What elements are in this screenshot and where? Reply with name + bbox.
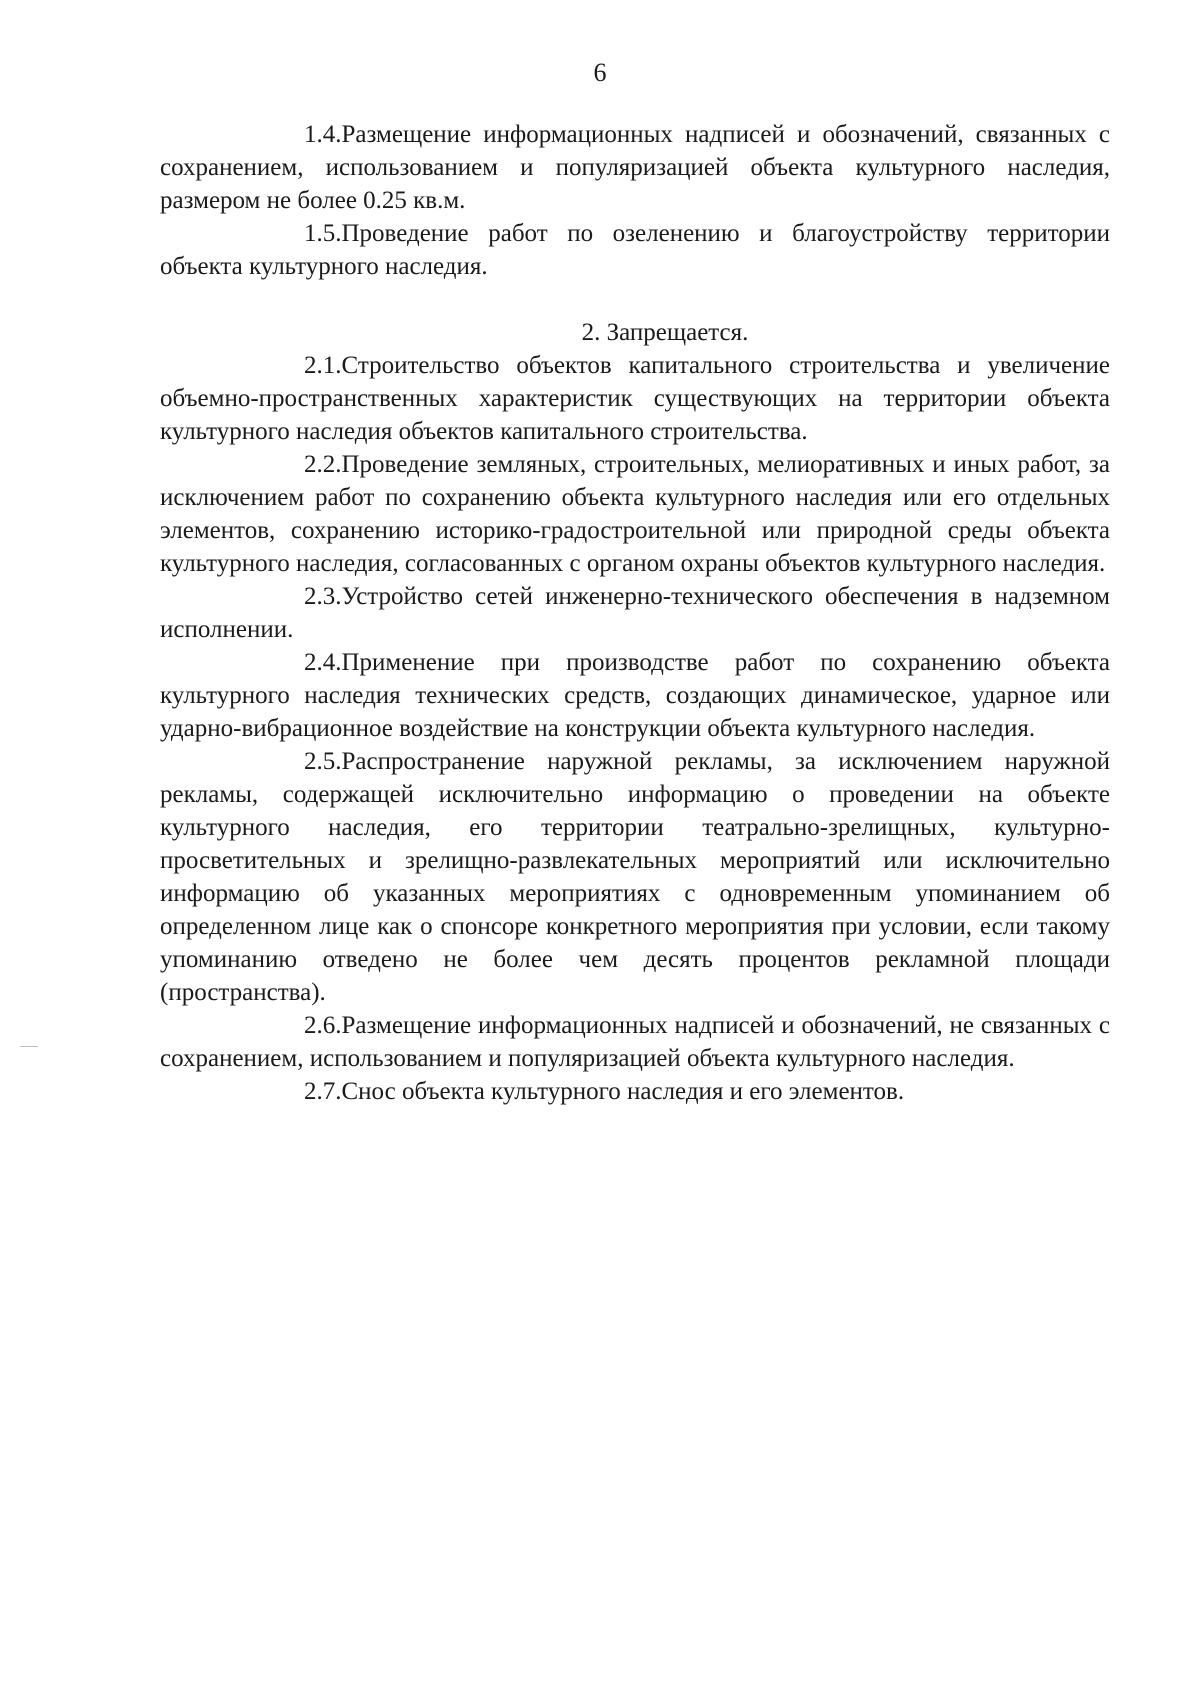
paragraph-text: Распространение наружной рекламы, за исключением наружной рекламы, содержащей исключительно информацию о проведении на объекте культурного наследия, его территории театрально-зрелищных, культурно-просветительных и зрелищно-развлекательных мероприятий или исключительно информацию об указанных мероприятиях с одновременным упоминанием об определенном лице как о спонсоре конкретного мероприятия при условии, если такому упоминанию отведено не более чем десять процентов рекламной площади (пространства). <box>160 748 1110 1006</box>
document-body <box>160 118 1110 1108</box>
paragraph-number: 2.7. <box>304 1078 342 1105</box>
paragraph-number: 2.3. <box>304 583 342 610</box>
paragraph-2-4 <box>160 646 1110 745</box>
paragraph-1-5 <box>160 217 1110 283</box>
paragraph-number: 1.4. <box>304 121 342 148</box>
paragraph-text: Устройство сетей инженерно-технического обеспечения в надземном исполнении. <box>160 583 1110 643</box>
paragraph-text: Проведение работ по озеленению и благоустройству территории объекта культурного наследия. <box>160 220 1110 280</box>
scan-margin-mark <box>20 1046 38 1047</box>
paragraph-number: 2.1. <box>304 352 342 379</box>
paragraph-number: 2.6. <box>304 1012 342 1039</box>
paragraph-text: Применение при производстве работ по сохранению объекта культурного наследия технических средств, создающих динамическое, ударное или ударно-вибрационное воздействие на конструкции объекта культурного наследия. <box>160 649 1110 742</box>
paragraph-number: 2.4. <box>304 649 342 676</box>
paragraph-number: 2.5. <box>304 748 342 775</box>
paragraph-2-5 <box>160 745 1110 1009</box>
paragraph-2-3 <box>160 580 1110 646</box>
paragraph-text: Размещение информационных надписей и обозначений, связанных с сохранением, использованием и популяризацией объекта культурного наследия, размером не более 0.25 кв.м. <box>160 121 1110 214</box>
paragraph-number: 2.2. <box>304 451 342 478</box>
section-heading: 2. Запрещается. <box>581 319 749 346</box>
paragraph-text: Размещение информационных надписей и обозначений, не связанных с сохранением, использованием и популяризацией объекта культурного наследия. <box>160 1012 1110 1072</box>
paragraph-2-1 <box>160 349 1110 448</box>
paragraph-text: Снос объекта культурного наследия и его элементов. <box>341 1078 905 1105</box>
paragraph-2-2 <box>160 448 1110 580</box>
paragraph-2-6 <box>160 1009 1110 1075</box>
paragraph-number: 1.5. <box>304 220 342 247</box>
page-number: 6 <box>593 58 607 87</box>
paragraph-text: Проведение земляных, строительных, мелиоративных и иных работ, за исключением работ по сохранению объекта культурного наследия или его отдельных элементов, сохранению историко-градостроительной или природной среды объекта культурного наследия, согласованных с органом охраны объектов культурного наследия. <box>160 451 1110 577</box>
paragraph-2-7 <box>160 1075 1110 1108</box>
paragraph-text: Строительство объектов капитального строительства и увеличение объемно-пространственных характеристик существующих на территории объекта культурного наследия объектов капитального строительства. <box>160 352 1110 445</box>
paragraph-1-4 <box>160 118 1110 217</box>
